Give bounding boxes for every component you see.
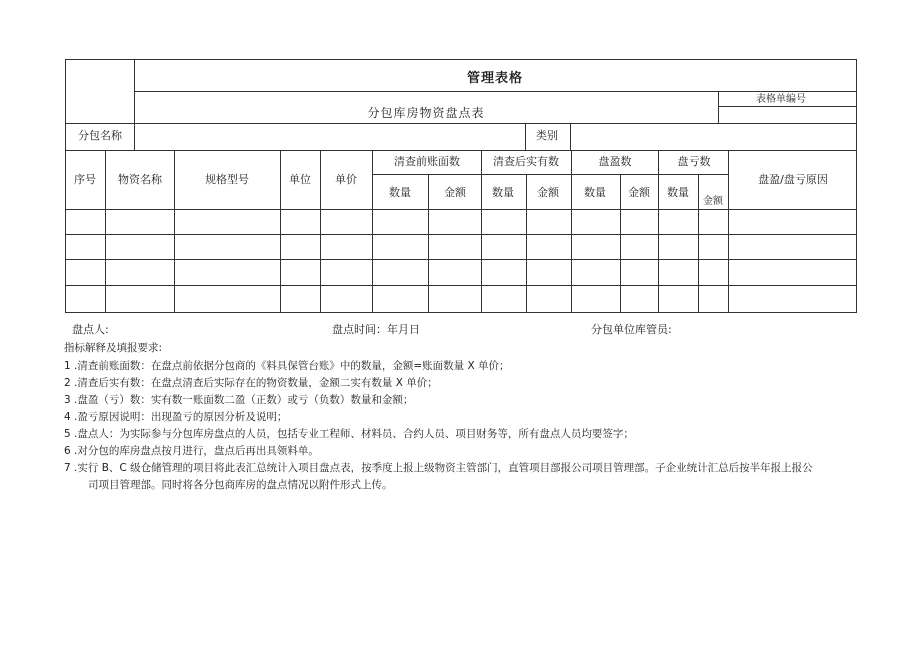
col-surplus: 盘盈数 xyxy=(598,155,632,168)
col-post-actual-amount: 金额 xyxy=(537,186,559,199)
col-line xyxy=(320,150,321,313)
count-time: 盘点时间：年月日 xyxy=(332,323,420,336)
table-border-left xyxy=(65,59,66,313)
note-item: 2 .清查后实有数：在盘点清查后实际存在的物资数量，金额二实有数量 X 单价； xyxy=(64,377,438,389)
form-title: 管理表格 xyxy=(466,71,524,86)
name-row-divider-3 xyxy=(570,123,571,150)
header-row-bottom xyxy=(65,209,857,210)
col-pre-book: 清查前账面数 xyxy=(394,155,460,168)
col-pre-book-amount: 金额 xyxy=(444,186,466,199)
data-row-line xyxy=(65,234,857,235)
data-row-line xyxy=(65,285,857,286)
header-bottom xyxy=(65,123,857,124)
col-line xyxy=(620,174,621,313)
col-line xyxy=(526,174,527,313)
counter-signature: 盘点人: xyxy=(72,323,109,336)
col-unit-price: 单价 xyxy=(335,173,357,186)
form-no-label: 表格单编号 xyxy=(756,94,806,105)
col-post-actual-qty: 数量 xyxy=(492,186,514,199)
category-label: 类别 xyxy=(536,129,558,142)
col-surplus-qty: 数量 xyxy=(584,186,606,199)
col-pre-book-qty: 数量 xyxy=(389,186,411,199)
note-item: 1 .清查前账面数：在盘点前依据分包商的《料具保管台账》中的数量，金额=账面数量 X 单价； xyxy=(64,360,510,372)
col-post-actual: 清查后实有数 xyxy=(493,155,559,168)
col-spec: 规格型号 xyxy=(205,173,249,186)
title-divider xyxy=(134,91,856,92)
note-item: 7 .实行 B、C 级仓储管理的项目将此表汇总统计入项目盘点表，按季度上报上级物资主管部门，直管项目部报公司项目管理部。子企业统计汇总后按半年报上报公 xyxy=(64,462,813,474)
col-line xyxy=(105,150,106,313)
note-item: 3 .盘盈（亏）数：实有数一账面数二盈（正数）或亏（负数）数量和金额； xyxy=(64,394,414,406)
col-material-name: 物资名称 xyxy=(118,173,162,186)
col-line xyxy=(698,174,699,313)
col-surplus-amount: 金额 xyxy=(628,186,650,199)
subcontractor-name-label: 分包名称 xyxy=(78,129,122,142)
table-border-bottom xyxy=(65,312,857,313)
keeper-signature: 分包单位库管员: xyxy=(591,323,672,336)
col-line xyxy=(428,174,429,313)
col-loss-qty: 数量 xyxy=(667,186,689,199)
note-item: 4 .盈亏原因说明：出现盈亏的原因分析及说明； xyxy=(64,411,288,423)
name-row-bottom xyxy=(65,150,857,151)
note-item: 5 .盘点人：为实际参与分包库房盘点的人员，包括专业工程师、材料员、合约人员、项目财务等，所有盘点人员均要签字； xyxy=(64,428,634,440)
col-line xyxy=(174,150,175,313)
note-item-continued: 司项目管理部。同时将各分包商库房的盘点情况以附件形式上传。 xyxy=(88,479,393,491)
col-loss: 盘亏数 xyxy=(677,155,711,168)
name-row-divider-2 xyxy=(525,123,526,150)
notes-intro: 指标解释及填报要求: xyxy=(64,342,163,354)
table-border-right xyxy=(856,59,857,313)
table-border-top xyxy=(65,59,857,60)
col-seq: 序号 xyxy=(74,173,96,186)
col-unit: 单位 xyxy=(289,173,311,186)
data-row-line xyxy=(65,259,857,260)
subheader-line xyxy=(372,174,729,175)
form-no-divider xyxy=(718,91,719,123)
name-row-divider-1 xyxy=(134,123,135,150)
form-subtitle: 分包库房物资盘点表 xyxy=(367,106,485,120)
note-item: 6 .对分包的库房盘点按月进行，盘点后再出具领料单。 xyxy=(64,445,319,457)
col-line xyxy=(280,150,281,313)
col-loss-amount: 金额 xyxy=(703,196,723,207)
col-reason: 盘盈/盘亏原因 xyxy=(758,173,828,186)
